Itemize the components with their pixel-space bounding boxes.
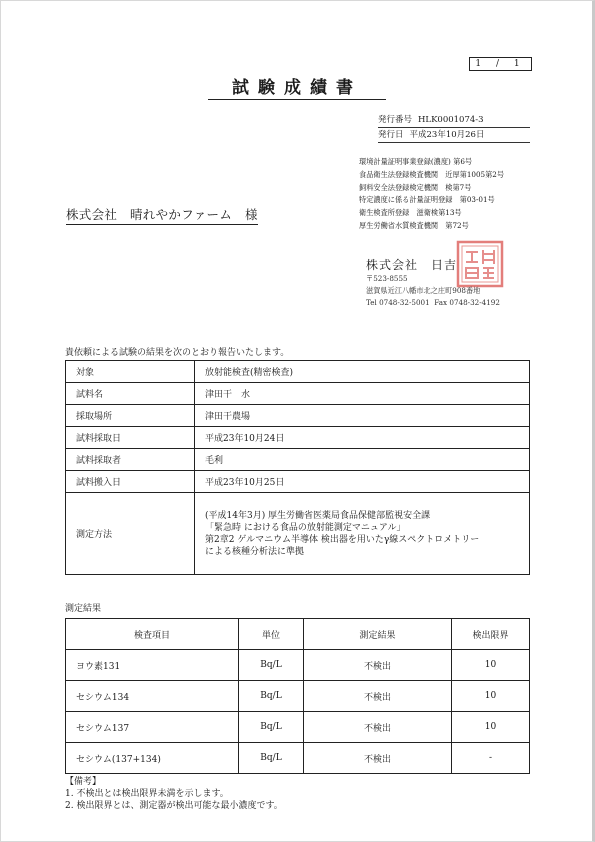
- result-limit: 10: [452, 681, 530, 712]
- table-header-row: [66, 619, 530, 650]
- table-row: [66, 405, 530, 427]
- column-header: 単位: [239, 619, 304, 650]
- customer-name: 株式会社 晴れやかファーム 様: [66, 205, 258, 225]
- issuer-postal: 〒523-8555: [366, 274, 408, 283]
- table-row: [66, 471, 530, 493]
- method-description: [195, 493, 530, 575]
- table-row: [66, 712, 530, 743]
- info-value: 毛利: [195, 449, 530, 471]
- info-value: 平成23年10月24日: [195, 427, 530, 449]
- issuer-tel: Tel 0748-32-5001: [366, 298, 430, 307]
- info-value: 放射能検査(精密検査): [195, 361, 530, 383]
- intro-text: 貴依頼による試験の結果を次のとおり報告いたします。: [65, 348, 290, 358]
- info-value: 津田干 水: [195, 383, 530, 405]
- info-label: 試料採取者: [66, 449, 195, 471]
- table-row: [66, 650, 530, 681]
- registration-item: 衛生検査所登録 滋衛検第13号: [359, 208, 462, 218]
- column-header: 検査項目: [66, 619, 239, 650]
- info-label: 採取場所: [66, 405, 195, 427]
- result-unit: Bq/L: [239, 743, 304, 774]
- table-row: [66, 681, 530, 712]
- issuer-company: 株式会社 日吉: [366, 258, 458, 272]
- result-item: セシウム137: [66, 712, 239, 743]
- result-limit: 10: [452, 650, 530, 681]
- registration-item: 飼料安全法登録検定機関 検第7号: [359, 182, 472, 192]
- result-limit: 10: [452, 712, 530, 743]
- note-item: 2. 検出限界とは、測定器が検出可能な最小濃度です。: [65, 801, 283, 811]
- info-label: 測定方法: [66, 493, 195, 575]
- result-value: 不検出: [304, 712, 452, 743]
- result-unit: Bq/L: [239, 650, 304, 681]
- table-row: [66, 383, 530, 405]
- issue-date-row: [378, 129, 530, 143]
- info-label: 試料採取日: [66, 427, 195, 449]
- table-row: [66, 449, 530, 471]
- method-line: (平成14年3月) 厚生労働省医薬局食品保健部監視安全課: [205, 510, 431, 521]
- table-row: [66, 493, 530, 575]
- result-value: 不検出: [304, 743, 452, 774]
- notes-title: 【備考】: [65, 777, 102, 787]
- issuer-fax: Fax 0748-32-4192: [434, 298, 500, 307]
- info-value: 平成23年10月25日: [195, 471, 530, 493]
- results-title: 測定結果: [65, 604, 102, 614]
- registration-item: 厚生労働省水質検査機関 第72号: [359, 220, 469, 230]
- result-unit: Bq/L: [239, 681, 304, 712]
- issue-number-row: [378, 114, 530, 128]
- column-header: 測定結果: [304, 619, 452, 650]
- page-number: 1 / 1: [469, 57, 532, 71]
- table-row: [66, 361, 530, 383]
- sample-info-table: [65, 360, 530, 575]
- result-item: ヨウ素131: [66, 650, 239, 681]
- column-header: 検出限界: [452, 619, 530, 650]
- registration-item: 食品衛生法登録検査機関 近厚第1005第2号: [359, 169, 505, 179]
- result-item: セシウム134: [66, 681, 239, 712]
- registration-item: 環境計量証明事業登録(濃度) 第6号: [359, 157, 473, 166]
- info-label: 対象: [66, 361, 195, 383]
- info-value: 津田干農場: [195, 405, 530, 427]
- method-line: による核種分析法に準拠: [205, 546, 305, 557]
- method-line: 第2章2 ゲルマニウム半導体 検出器を用いたγ線スペクトロメトリー: [205, 534, 480, 545]
- issuer-address: 滋賀県近江八幡市北之庄町908番地: [366, 286, 481, 295]
- registration-list: [359, 156, 504, 233]
- issue-date-label: 発行日: [378, 130, 404, 140]
- method-line: 「緊急時 における食品の放射能測定マニュアル」: [205, 522, 406, 533]
- issue-number-label: 発行番号: [378, 115, 413, 125]
- table-row: [66, 427, 530, 449]
- info-label: 試料搬入日: [66, 471, 195, 493]
- issue-number: HLK0001074-3: [418, 115, 484, 125]
- notes-block: [65, 776, 283, 812]
- result-value: 不検出: [304, 650, 452, 681]
- table-row: [66, 743, 530, 774]
- document-title: 試験成績書: [208, 73, 386, 100]
- note-item: 1. 不検出とは検出限界未満を示します。: [65, 789, 229, 799]
- issue-date: 平成23年10月26日: [409, 130, 485, 140]
- info-label: 試料名: [66, 383, 195, 405]
- registration-item: 特定濃度に係る計量証明登録 第03-01号: [359, 195, 495, 205]
- result-value: 不検出: [304, 681, 452, 712]
- issuer-address-block: [366, 273, 500, 309]
- result-item: セシウム(137+134): [66, 743, 239, 774]
- result-limit: -: [452, 743, 530, 774]
- result-unit: Bq/L: [239, 712, 304, 743]
- results-table: [65, 618, 530, 774]
